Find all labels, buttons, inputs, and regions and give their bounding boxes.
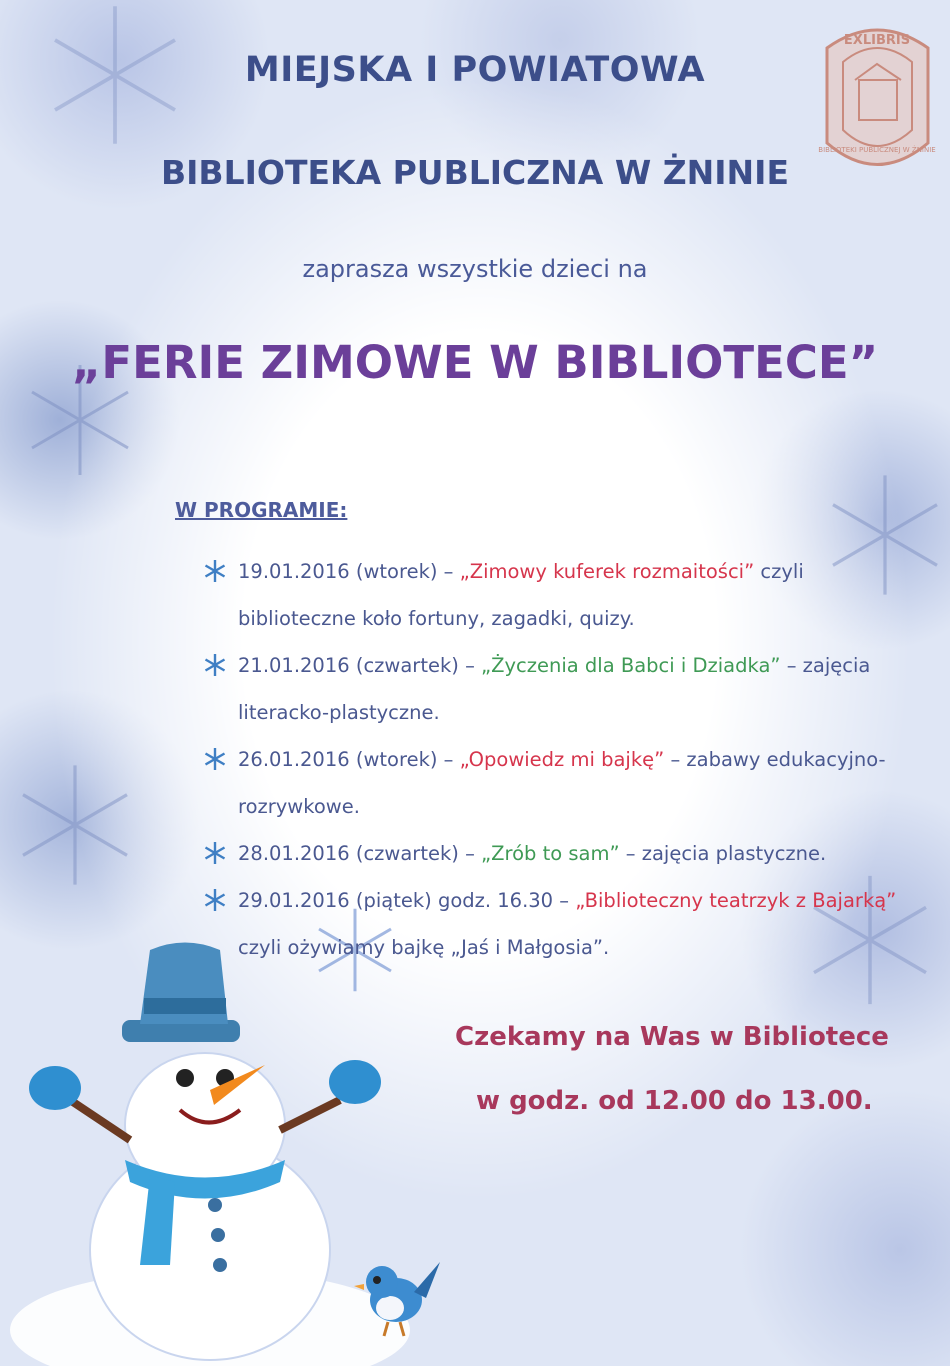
program-item-after: – zabawy edukacyjno- <box>664 748 886 771</box>
snowflake-icon <box>203 747 227 771</box>
program-item-description: czyli ożywiamy bajkę „Jaś i Małgosia”. <box>238 936 610 959</box>
program-item-date: 29.01.2016 (piątek) godz. 16.30 – <box>238 889 576 912</box>
program-item <box>207 830 937 877</box>
program-item-date: 21.01.2016 (czwartek) – <box>238 654 482 677</box>
program-item-date: 26.01.2016 (wtorek) – <box>238 748 460 771</box>
closing-line1: Czekamy na Was w Bibliotece <box>455 1022 889 1052</box>
snowflake-icon <box>203 888 227 912</box>
program-item <box>207 642 937 736</box>
snowflake-icon <box>203 559 227 583</box>
program-item <box>207 548 937 642</box>
background-snowflake-icon <box>10 760 140 890</box>
program-item-date: 19.01.2016 (wtorek) – <box>238 560 460 583</box>
program-item-description: literacko-plastyczne. <box>238 701 440 724</box>
invitation-text: zaprasza wszystkie dzieci na <box>302 255 648 283</box>
program-item-after: – zajęcia plastyczne. <box>619 842 827 865</box>
event-title: „FERIE ZIMOWE W BIBLIOTECE” <box>71 336 879 389</box>
program-item-title: „Życzenia dla Babci i Dziadka” <box>481 654 781 677</box>
program-item-after: – zajęcia <box>780 654 871 677</box>
program-item <box>207 736 937 830</box>
program-item-description: biblioteczne koło fortuny, zagadki, quizy. <box>238 607 635 630</box>
program-item-title: „Zrób to sam” <box>481 842 620 865</box>
bird-illustration <box>352 1252 444 1342</box>
stamp-top-text: EXLIBRIS <box>843 33 911 48</box>
closing-line2: w godz. od 12.00 do 13.00. <box>476 1086 873 1116</box>
program-item-title: „Opowiedz mi bajkę” <box>459 748 665 771</box>
stamp-ring-text: BIBLIOTEKI PUBLICZNEJ W ŻNINIE <box>818 146 936 154</box>
program-heading: W PROGRAMIE: <box>175 498 348 522</box>
library-name-line1: MIEJSKA I POWIATOWA <box>244 50 706 90</box>
snowflake-icon <box>203 653 227 677</box>
program-list <box>207 548 937 971</box>
snowflake-icon <box>203 841 227 865</box>
program-item-title: „Zimowy kuferek rozmaitości” <box>459 560 755 583</box>
library-name-line2: BIBLIOTEKA PUBLICZNA W ŻNINIE <box>161 153 789 192</box>
program-item-title: „Biblioteczny teatrzyk z Bajarką” <box>575 889 897 912</box>
program-item-date: 28.01.2016 (czwartek) – <box>238 842 482 865</box>
program-item-description: rozrywkowe. <box>238 795 360 818</box>
program-item-after: czyli <box>754 560 804 583</box>
